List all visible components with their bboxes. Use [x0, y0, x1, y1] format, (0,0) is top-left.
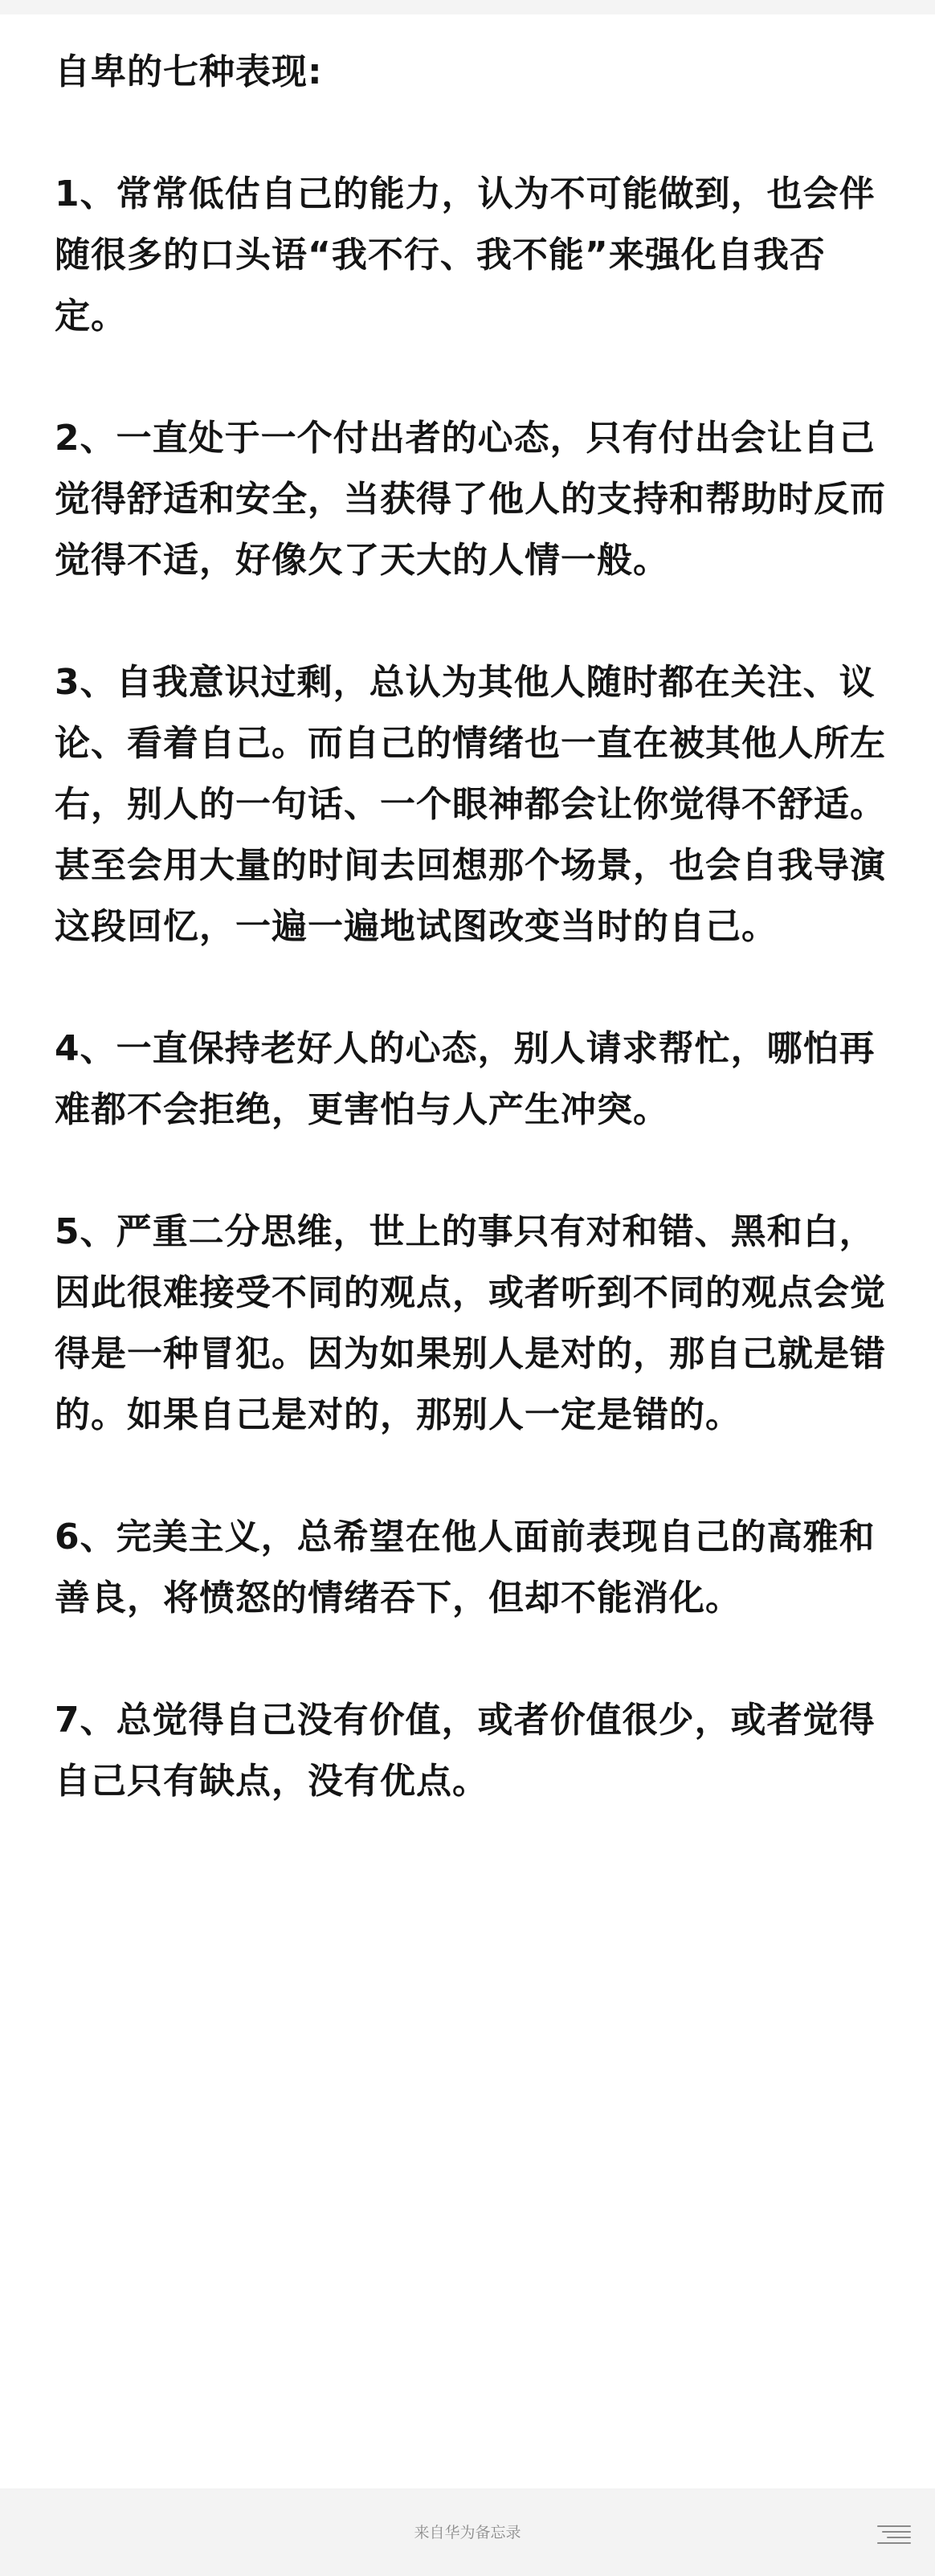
footer-bar — [0, 2488, 935, 2576]
list-item: 7、总觉得自己没有价值，或者价值很少，或者觉得自己只有缺点，没有优点。 — [55, 1700, 876, 1802]
note-body — [55, 42, 890, 1812]
note-title: 自卑的七种表现: — [55, 51, 323, 92]
source-label: 来自华为备忘录 — [414, 2524, 521, 2541]
list-item: 3、自我意识过剩，总认为其他人随时都在关注、议论、看着自己。而自己的情绪也一直在被其他人所左右，别人的一句话、一个眼神都会让你觉得不舒适。甚至会用大量的时间去回想那个场景，也会自我导演这段回忆，一遍一遍地试图改变当时的自己。 — [55, 662, 886, 947]
top-strip — [0, 0, 935, 14]
list-item: 1、常常低估自己的能力，认为不可能做到，也会伴随很多的口头语“我不行、我不能”来强化自我否定。 — [55, 174, 876, 337]
list-item: 2、一直处于一个付出者的心态，只有付出会让自己觉得舒适和安全，当获得了他人的支持和帮助时反而觉得不适，好像欠了天大的人情一般。 — [55, 418, 886, 581]
list-item: 6、完美主义，总希望在他人面前表现自己的高雅和善良，将愤怒的情绪吞下，但却不能消化。 — [55, 1517, 876, 1619]
list-item: 5、严重二分思维，世上的事只有对和错、黑和白，因此很难接受不同的观点，或者听到不同的观点会觉得是一种冒犯。因为如果别人是对的，那自己就是错的。如果自己是对的，那别人一定是错的。 — [55, 1211, 886, 1435]
list-item: 4、一直保持老好人的心态，别人请求帮忙，哪怕再难都不会拒绝，更害怕与人产生冲突。 — [55, 1028, 876, 1130]
lines-icon — [877, 2525, 911, 2543]
